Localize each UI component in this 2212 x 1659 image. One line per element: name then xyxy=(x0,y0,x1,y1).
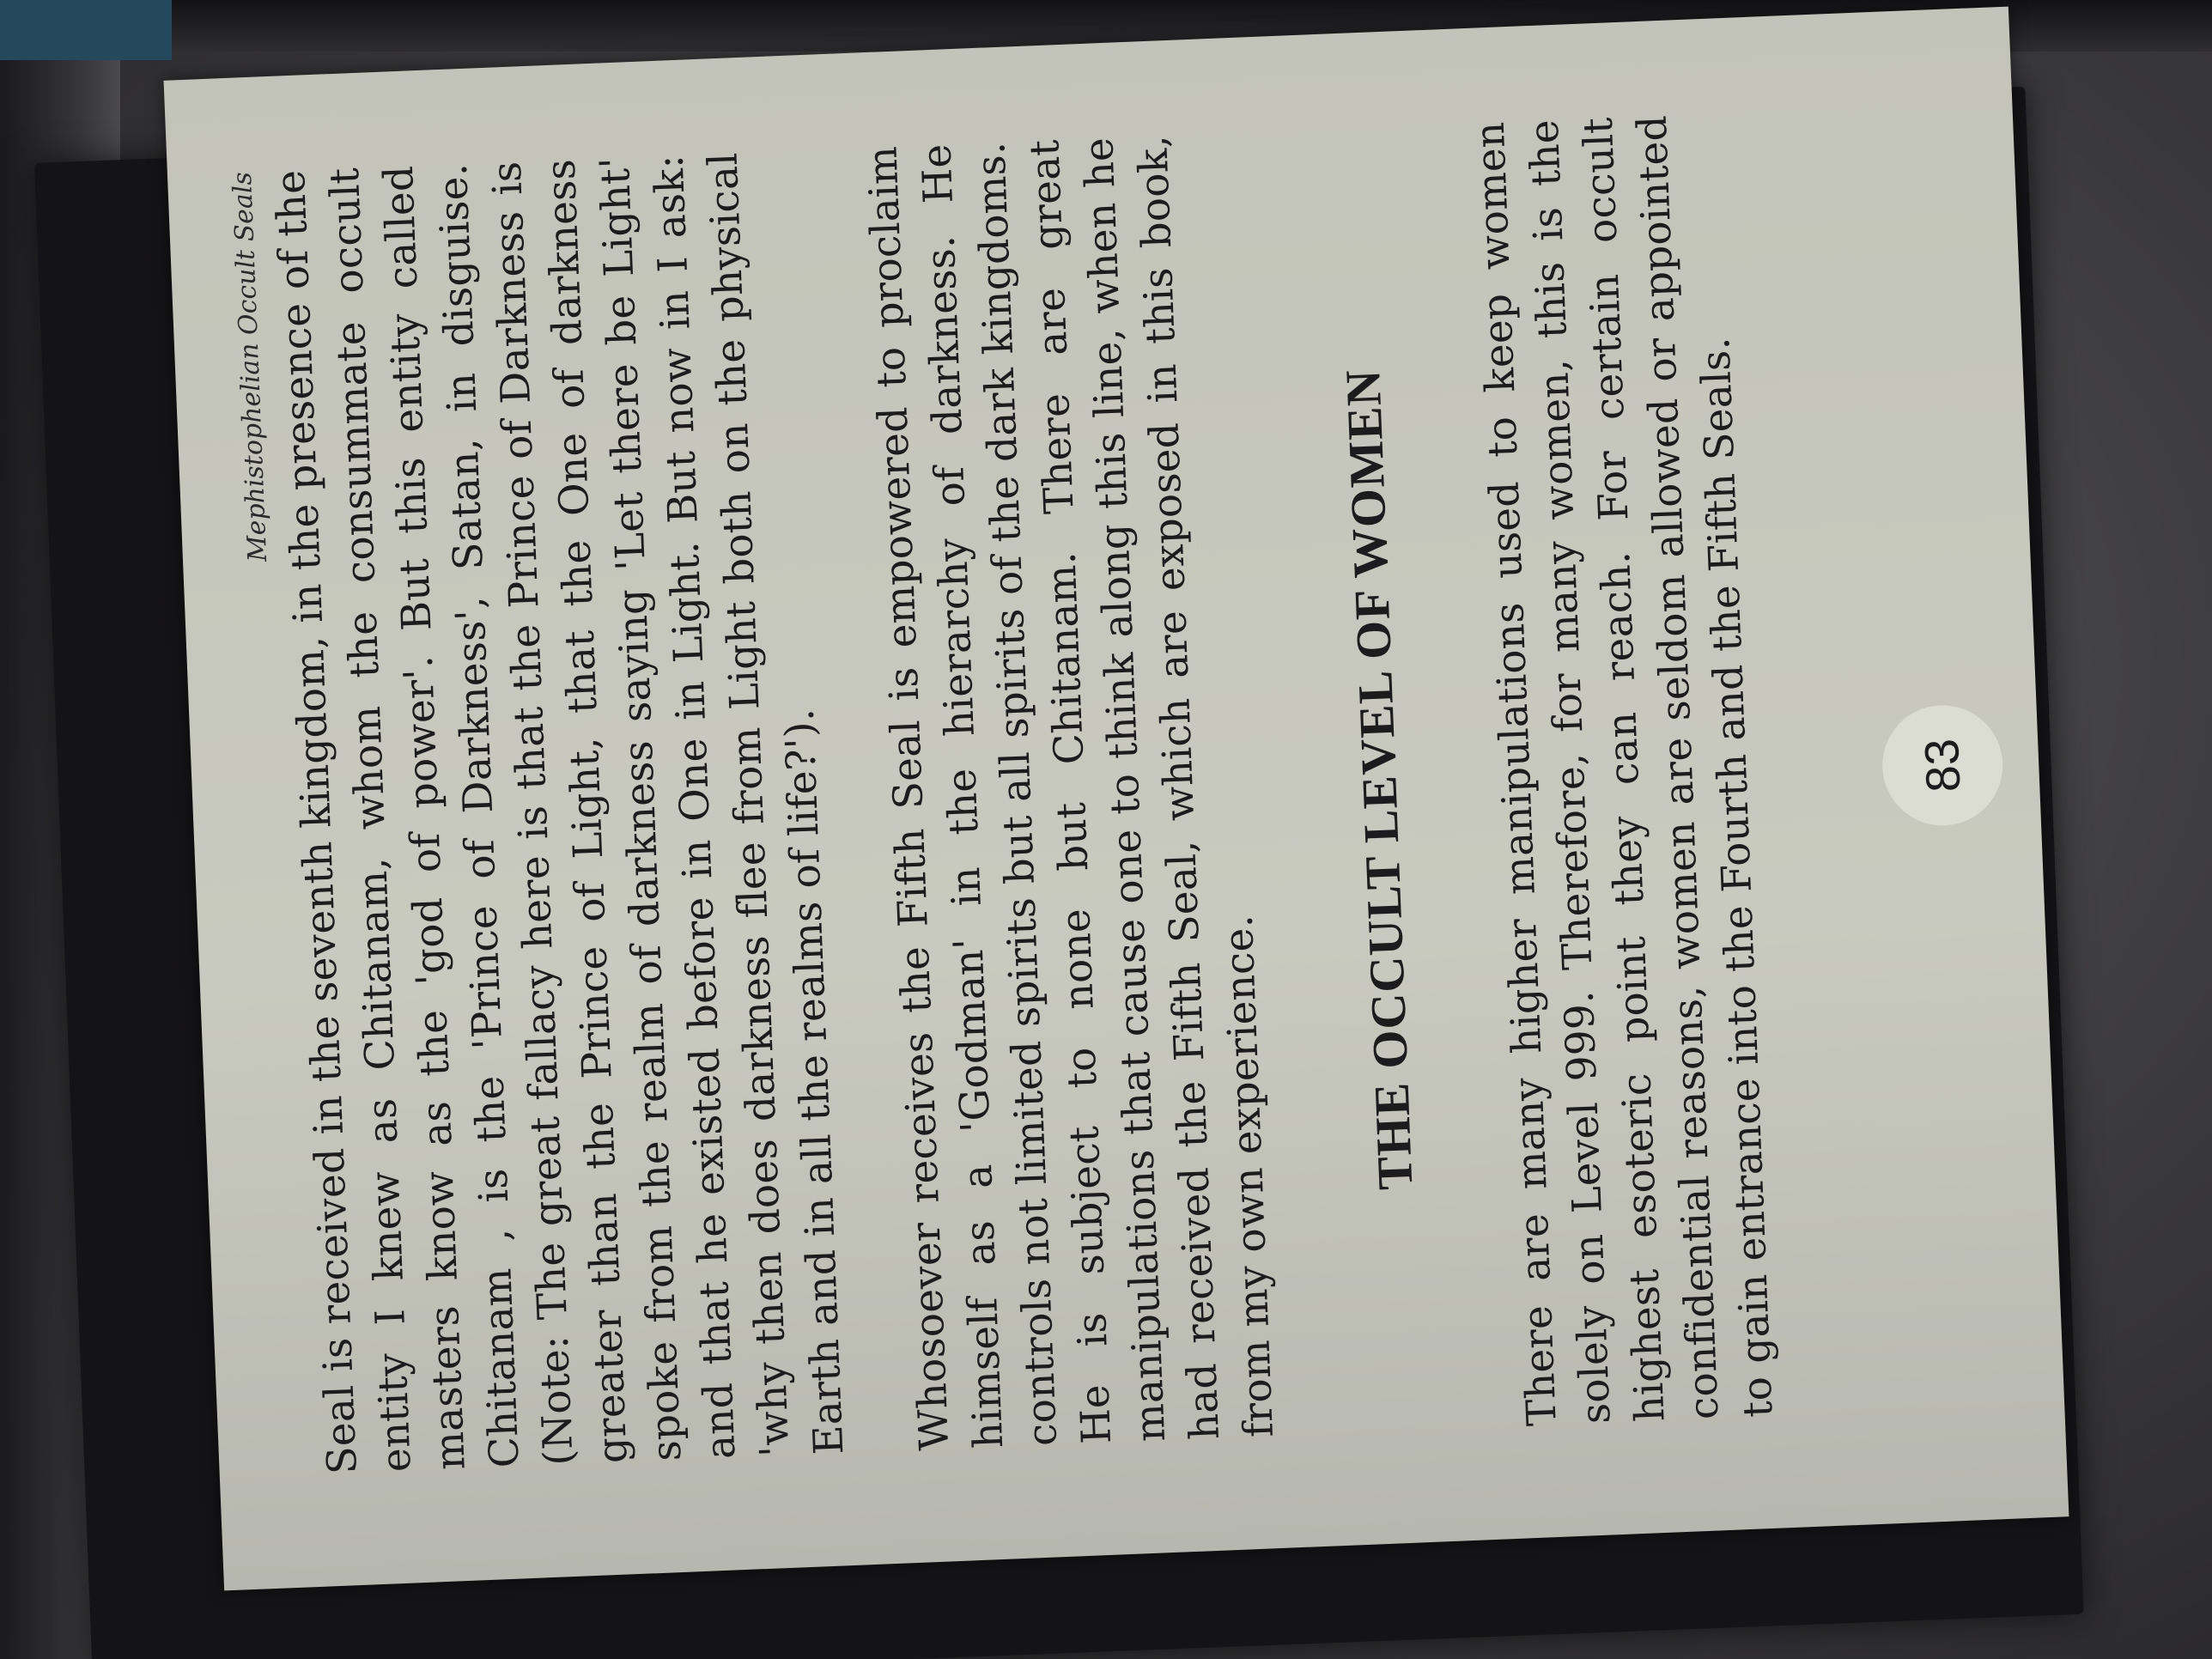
blue-cloth-corner xyxy=(0,0,172,60)
page-number: 83 xyxy=(1880,703,2005,829)
paragraph-fifth-seal: Whosoever receives the Fifth Seal is empowered to proclaim himself as a 'Godman' in the hierarchy of darkness. He controls not limited spirits but all spirits of the dark kingdoms. He is subject to none but Chitanam. There are great manipulations that cause one to think along this line, when he had received the Fifth Seal, which are exposed in this book, from my own experience. xyxy=(859,134,1283,1452)
paragraph-women-level: There are many higher manipulations used to keep women solely on Level 999. Therefore, for many women, this is the highest esoteric point they can reach. For certain occult confidential reasons, women are seldom allowed or appointed to gain entrance into the Fourth and the Fifth Seals. xyxy=(1466,114,1783,1427)
book-page xyxy=(164,7,2069,1591)
running-head: Mephistophelian Occult Seals xyxy=(227,171,274,562)
paragraph-seventh-kingdom: Seal is received in the seventh kingdom, in the presence of the entity I knew as Chitanam, whom the consummate occult masters know as the 'god of power'. But this entity called Chitanam , is the 'Prince of Darkness', Satan, in disguise. (Note: The great fallacy here is that the Prince of Darkness is greater than the Prince of Light, that the One of darkness spoke from the realm of darkness saying 'Let there be Light' and that he existed before in One in Light. But now in I ask: 'why then does darkness flee from Light both on the physical Earth and in all the realms of life?'). xyxy=(266,151,854,1475)
section-heading: THE OCCULT LEVEL OF WOMEN xyxy=(1334,368,1424,1191)
